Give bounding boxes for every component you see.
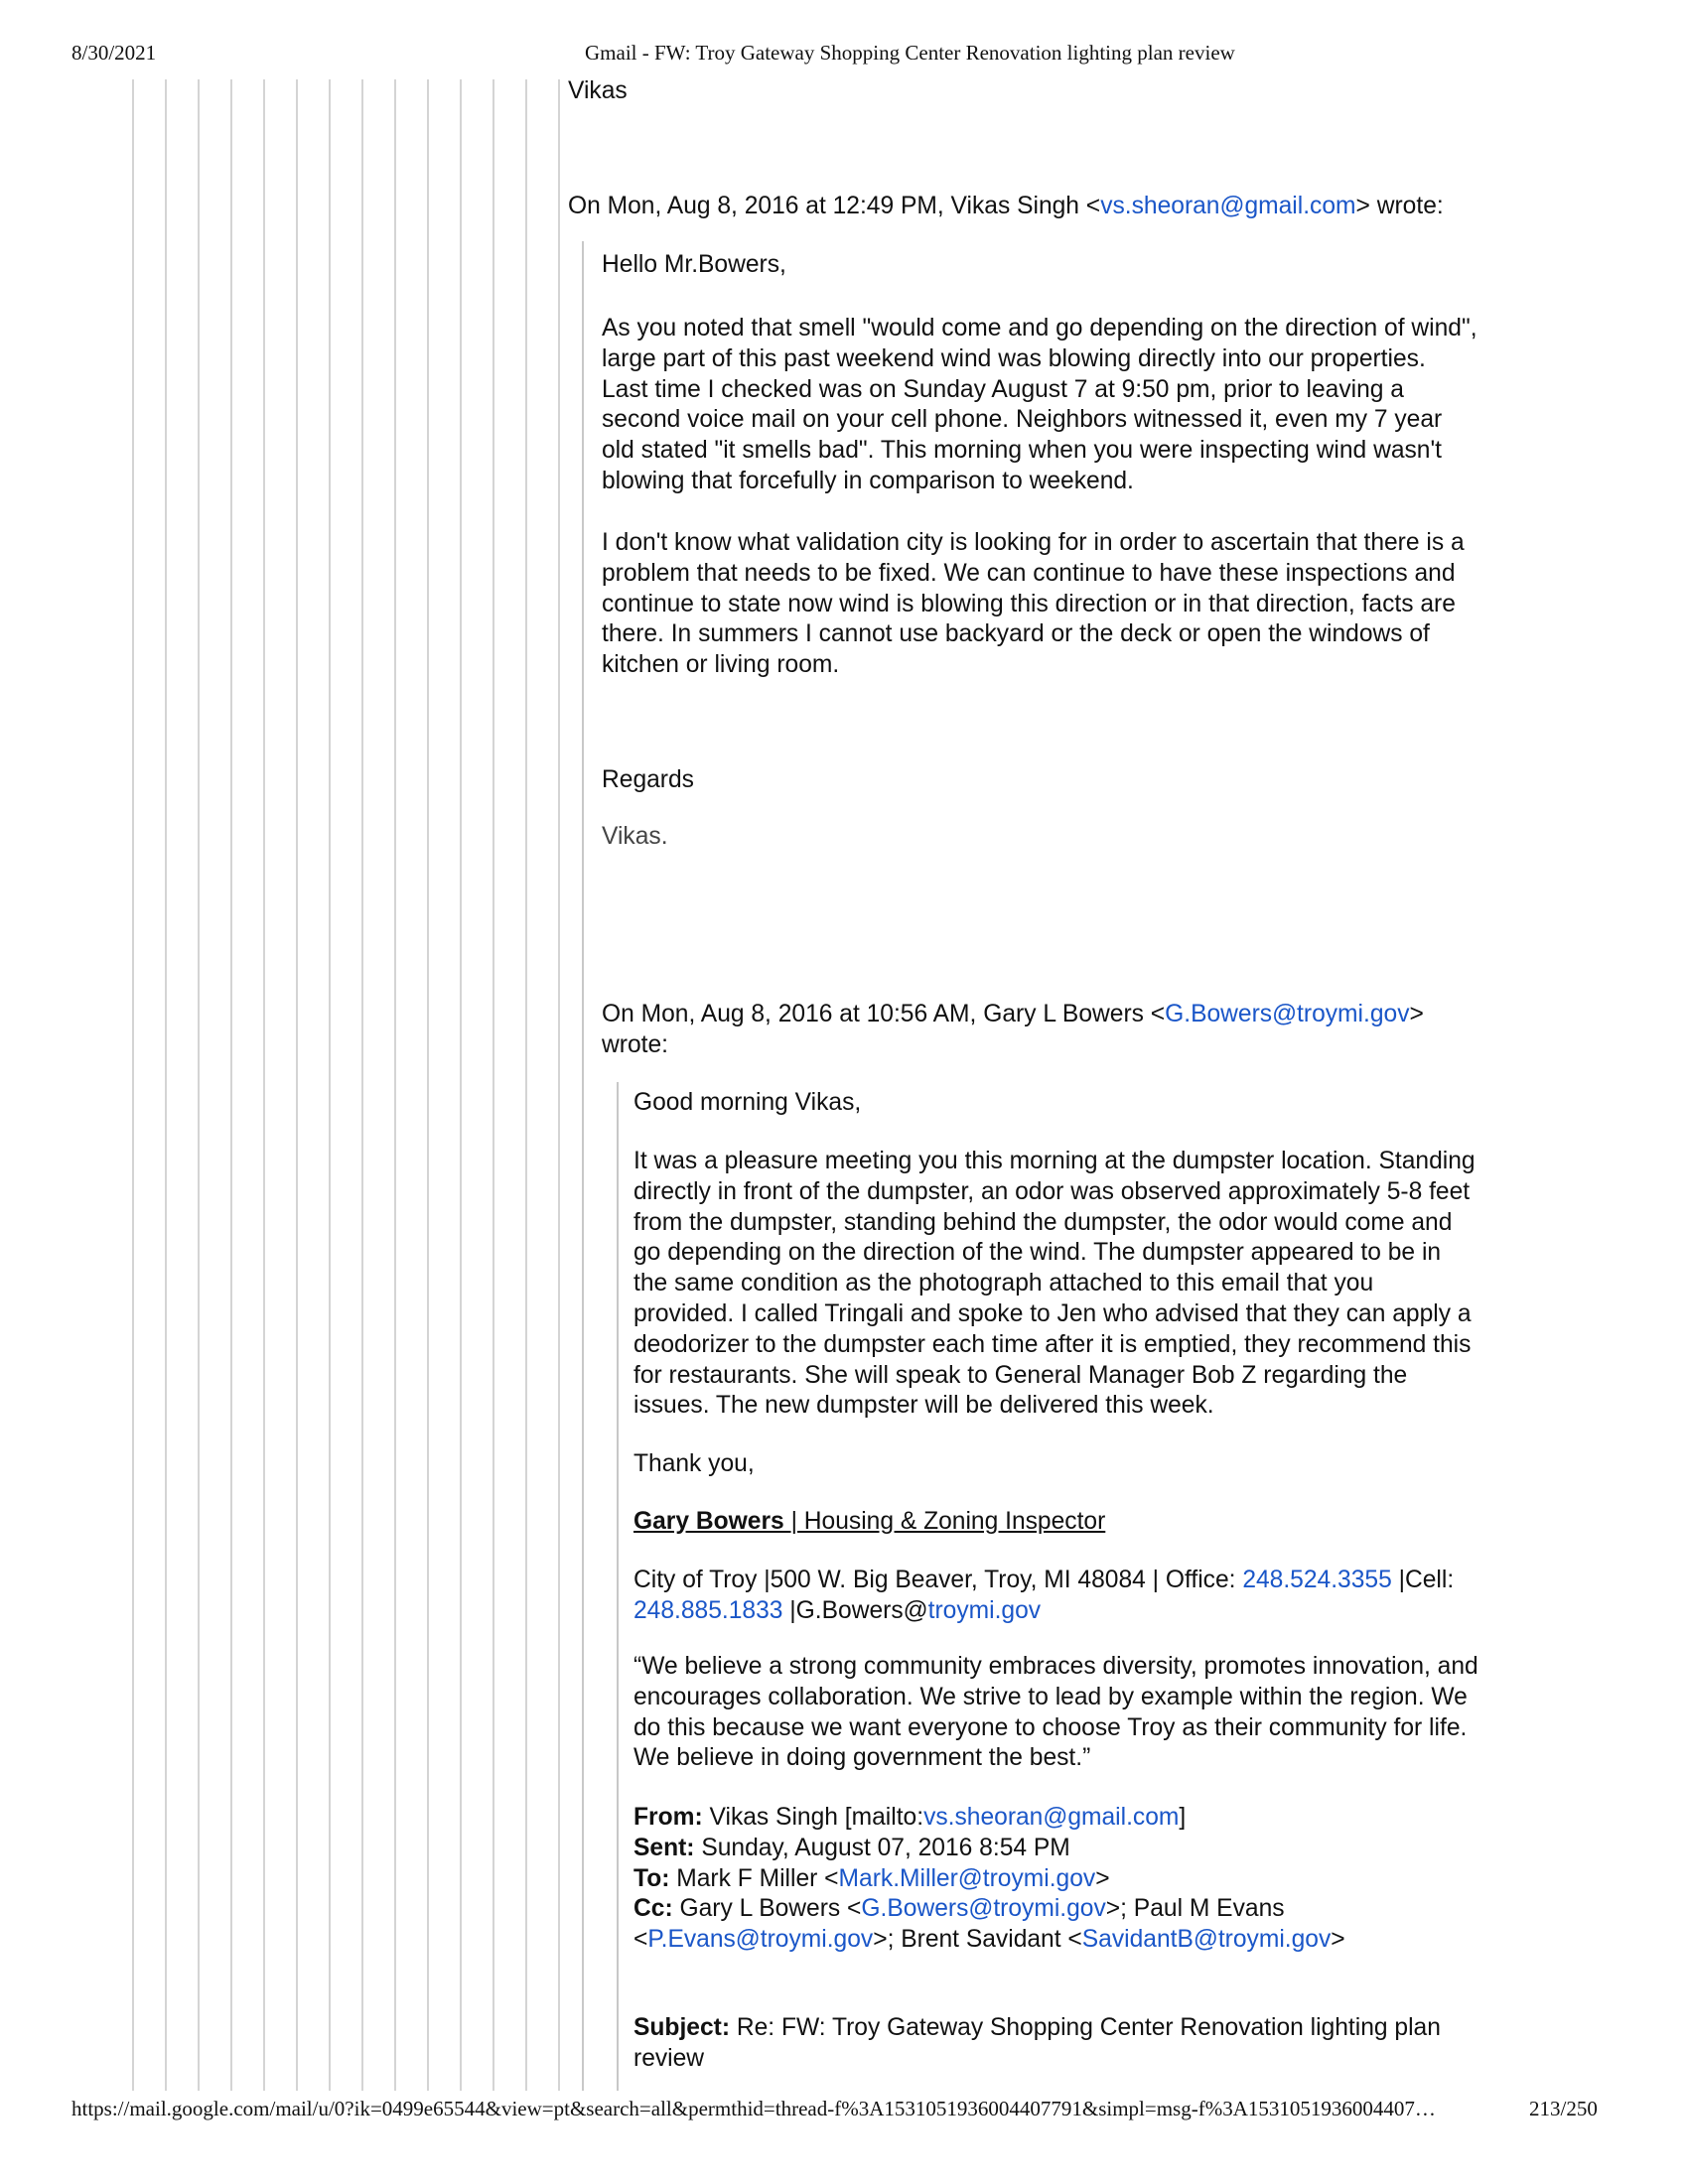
text: On Mon, Aug 8, 2016 at 10:56 AM, Gary L Bowers < <box>602 1001 1166 1027</box>
top-signature <box>568 76 628 107</box>
text: review <box>633 2044 705 2072</box>
text-line <box>633 1743 1478 1774</box>
text: |G.Bowers@ <box>782 1596 928 1624</box>
text: problem that needs to be fixed. We can continue to have these inspections and <box>602 559 1456 587</box>
bold-label: Gary Bowers <box>633 1508 791 1535</box>
email-link[interactable]: P.Evans@troymi.gov <box>647 1926 874 1954</box>
msg2-paragraph <box>633 1147 1476 1422</box>
text: encourages collaboration. We strive to lead by example within the region. We <box>633 1683 1468 1710</box>
text-line <box>602 765 694 796</box>
text-line <box>602 590 1465 620</box>
text: Vikas <box>568 77 628 104</box>
text-line <box>568 192 1444 222</box>
email-link[interactable]: G.Bowers@troymi.gov <box>1165 1001 1410 1027</box>
text: |Cell: <box>1391 1567 1455 1593</box>
text: go depending on the direction of the wind. The dumpster appeared to be in <box>633 1239 1442 1267</box>
text-line <box>633 1864 1345 1895</box>
text: > <box>1095 1864 1110 1892</box>
text-line <box>602 467 1477 497</box>
text-line <box>602 1030 1424 1061</box>
forwarded-subject <box>633 2013 1441 2075</box>
email-link[interactable]: G.Bowers@troymi.gov <box>861 1895 1106 1923</box>
print-title: Gmail - FW: Troy Gateway Shopping Center Renovation lighting plan review <box>585 41 1235 65</box>
indent-line <box>296 79 298 2091</box>
text-line <box>633 1391 1476 1422</box>
text: Last time I checked was on Sunday August 7 at 9:50 pm, prior to leaving a <box>602 375 1404 403</box>
text: Regards <box>602 766 694 793</box>
text: >; Paul M Evans <box>1105 1895 1285 1923</box>
text-line <box>633 1683 1478 1713</box>
msg1-paragraph-2 <box>602 528 1465 681</box>
text-line <box>602 344 1477 375</box>
text-line <box>602 528 1465 559</box>
text: Mark F Miller < <box>669 1864 839 1892</box>
text-line <box>633 2013 1441 2044</box>
text-line <box>602 250 786 281</box>
text-line <box>633 1299 1476 1330</box>
text: there. In summers I cannot use backyard or the deck or open the windows of <box>602 620 1430 648</box>
text-line <box>602 405 1477 436</box>
text: kitchen or living room. <box>602 651 840 679</box>
msg1-paragraph-1 <box>602 314 1477 497</box>
print-date: 8/30/2021 <box>71 41 157 65</box>
text: from the dumpster, standing behind the dumpster, the odor would come and <box>633 1208 1453 1236</box>
text-line <box>633 1449 755 1480</box>
text: Re: FW: Troy Gateway Shopping Center Renovation lighting plan <box>730 2014 1441 2041</box>
email-link[interactable]: 248.885.1833 <box>633 1596 783 1624</box>
email-link[interactable]: 248.524.3355 <box>1242 1567 1392 1593</box>
text: Gary L Bowers < <box>672 1895 862 1923</box>
quote-border-level-2 <box>617 1082 619 2091</box>
text-line <box>633 1088 861 1119</box>
text-line <box>633 1925 1345 1956</box>
indent-line <box>198 79 200 2091</box>
print-url: https://mail.google.com/mail/u/0?ik=0499e65544&view=pt&search=all&permthid=thread-f%3A1531051936004407791&simpl=msg-f%3A1531051936004407… <box>71 2097 1436 2120</box>
forwarded-headers <box>633 1803 1345 1956</box>
msg1-greeting <box>602 250 786 281</box>
indent-line <box>230 79 232 2091</box>
text: < <box>633 1926 648 1954</box>
text-line <box>633 1147 1476 1177</box>
bold-label: Cc: <box>633 1895 673 1923</box>
text: We believe in doing government the best.” <box>633 1744 1091 1772</box>
msg1-regards <box>602 765 694 796</box>
text-line <box>602 1000 1424 1030</box>
bold-label: Sent: <box>633 1834 695 1861</box>
text-line <box>602 822 668 853</box>
text-line <box>602 314 1477 344</box>
text: large part of this past weekend wind was blowing directly into our properties. <box>602 344 1426 372</box>
indent-line <box>361 79 363 2091</box>
email-link[interactable]: troymi.gov <box>927 1596 1042 1624</box>
msg1-signature <box>602 822 668 853</box>
indent-line <box>263 79 265 2091</box>
text: blowing that forcefully in comparison to weekend. <box>602 467 1134 494</box>
text: issues. The new dumpster will be delivered this week. <box>633 1392 1214 1420</box>
msg2-motto <box>633 1652 1478 1774</box>
msg2-signature-name <box>633 1507 1105 1538</box>
indent-line <box>165 79 167 2091</box>
text-line <box>633 2044 1441 2075</box>
text-line <box>633 1713 1478 1744</box>
email-link[interactable]: SavidantB@troymi.gov <box>1081 1926 1332 1954</box>
text: ] <box>1179 1804 1187 1831</box>
text-line <box>633 1330 1476 1361</box>
text: continue to state now wind is blowing this direction or in that direction, facts are <box>602 590 1456 617</box>
text: As you noted that smell "would come and go depending on the direction of wind", <box>602 315 1477 341</box>
page-number: 213/250 <box>1529 2097 1598 2120</box>
quote-border-level-1 <box>582 241 584 2091</box>
text-line <box>633 1361 1476 1392</box>
text-line <box>602 650 1465 681</box>
text-line <box>633 1269 1476 1299</box>
indent-line <box>460 79 462 2091</box>
bold-label: Subject: <box>633 2014 731 2041</box>
text: second voice mail on your cell phone. Neighbors witnessed it, even my 7 year <box>602 406 1443 434</box>
text-line <box>602 559 1465 590</box>
text: Thank you, <box>633 1450 755 1477</box>
indent-line <box>329 79 331 2091</box>
msg2-greeting <box>633 1088 861 1119</box>
text: On Mon, Aug 8, 2016 at 12:49 PM, Vikas Singh < <box>568 193 1101 219</box>
bold-label: From: <box>633 1804 703 1831</box>
bold-label: To: <box>633 1864 670 1892</box>
text-line <box>633 1238 1476 1269</box>
text: > <box>1331 1926 1345 1954</box>
text: > <box>1409 1001 1424 1027</box>
text-line <box>568 76 628 107</box>
text: Sunday, August 07, 2016 8:54 PM <box>694 1834 1070 1861</box>
text: City of Troy |500 W. Big Beaver, Troy, MI 48084 | Office: <box>633 1567 1243 1593</box>
text: do this because we want everyone to choose Troy as their community for life. <box>633 1713 1468 1741</box>
text-line <box>633 1507 1105 1538</box>
email-link[interactable]: Mark.Miller@troymi.gov <box>838 1864 1096 1892</box>
text-line <box>633 1208 1476 1239</box>
indent-line <box>525 79 527 2091</box>
msg2-signature-contact <box>633 1566 1454 1627</box>
text-line <box>602 436 1477 467</box>
text: > wrote: <box>1355 193 1444 219</box>
text: the same condition as the photograph attached to this email that you <box>633 1270 1374 1297</box>
text: Good morning Vikas, <box>633 1089 862 1116</box>
text-line <box>633 1566 1454 1596</box>
text: I don't know what validation city is looking for in order to ascertain that there is a <box>602 529 1465 556</box>
text-line <box>633 1894 1345 1925</box>
text: >; Brent Savidant < <box>873 1926 1082 1954</box>
text-line <box>633 1803 1345 1834</box>
msg2-thanks <box>633 1449 755 1480</box>
text: “We believe a strong community embraces diversity, promotes innovation, and <box>633 1653 1478 1680</box>
text: wrote: <box>602 1030 668 1058</box>
text-line <box>633 1834 1345 1864</box>
text-line <box>633 1652 1478 1683</box>
text: directly in front of the dumpster, an odor was observed approximately 5-8 feet <box>633 1177 1471 1205</box>
text-line <box>633 1177 1476 1208</box>
email-link[interactable]: vs.sheoran@gmail.com <box>1100 193 1356 219</box>
text-line <box>602 375 1477 406</box>
text: | Housing & Zoning Inspector <box>790 1508 1106 1535</box>
indent-line <box>558 79 560 2091</box>
quoted-attribution <box>602 1000 1424 1061</box>
reply-attribution <box>568 192 1444 222</box>
text: Hello Mr.Bowers, <box>602 251 786 278</box>
text: It was a pleasure meeting you this morning at the dumpster location. Standing <box>633 1148 1476 1174</box>
email-link[interactable]: vs.sheoran@gmail.com <box>923 1804 1180 1831</box>
text: provided. I called Tringali and spoke to Jen who advised that they can apply a <box>633 1299 1472 1327</box>
indent-line <box>394 79 396 2091</box>
text: Vikas. <box>602 823 668 850</box>
text: deodorizer to the dumpster each time after it is emptied, they recommend this <box>633 1330 1472 1358</box>
indent-line <box>132 79 134 2091</box>
indent-line <box>492 79 494 2091</box>
text: Vikas Singh [mailto: <box>702 1804 924 1831</box>
text-line <box>633 1596 1454 1627</box>
text: old stated "it smells bad". This morning when you were inspecting wind wasn't <box>602 437 1443 465</box>
indent-line <box>427 79 429 2091</box>
text: for restaurants. She will speak to General Manager Bob Z regarding the <box>633 1361 1408 1389</box>
text-line <box>602 619 1465 650</box>
